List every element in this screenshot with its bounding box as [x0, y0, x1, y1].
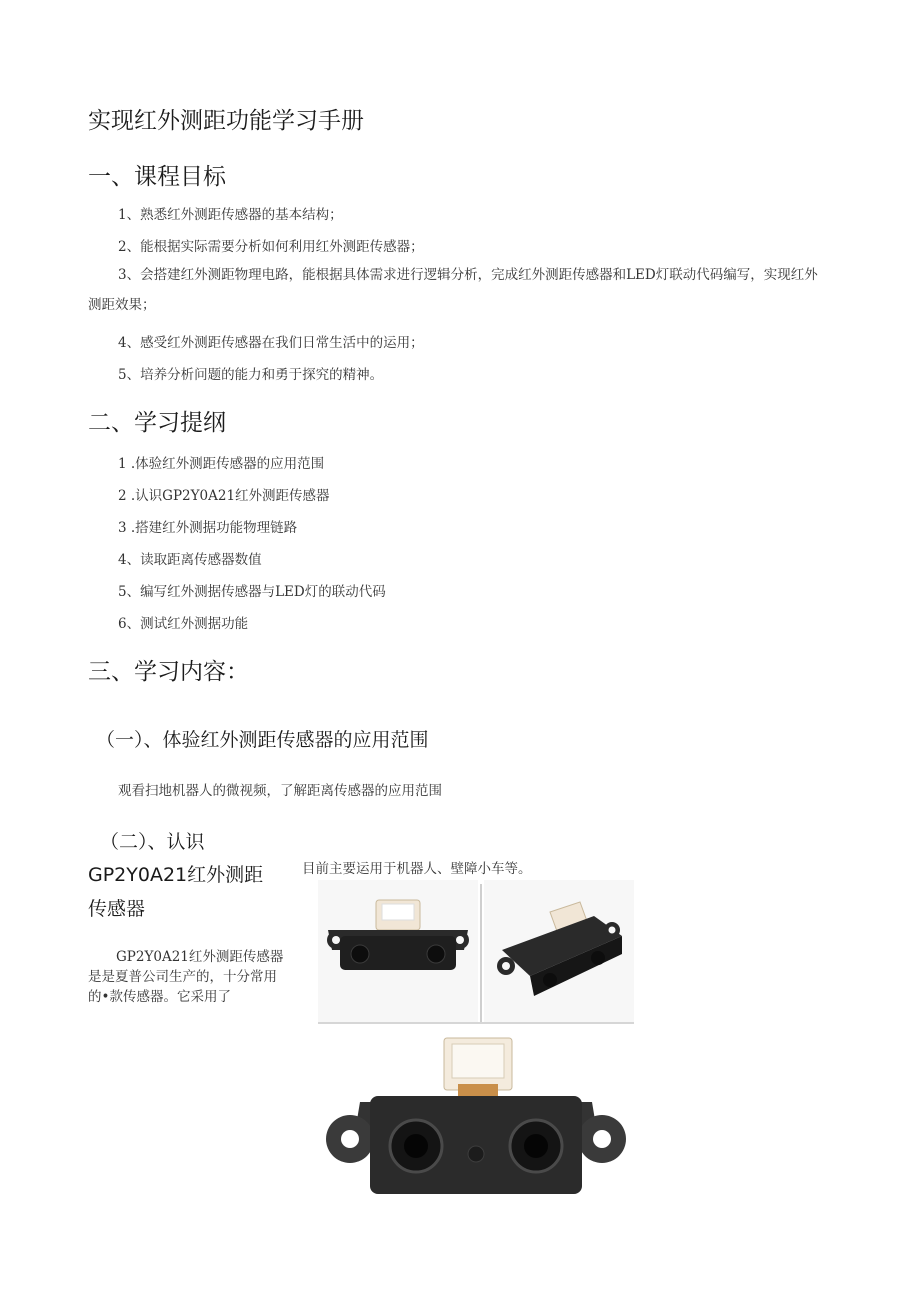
outline-item-2: 2 .认识GP2Y0A21红外测距传感器 [118, 488, 330, 504]
outline-item-6: 6、测试红外测据功能 [118, 616, 249, 632]
sensor-photo-large [320, 1036, 632, 1200]
section-3-heading: 三、学习内容： [88, 659, 249, 685]
sensor-photo-angled [484, 880, 634, 1022]
sensor-angled-illustration [484, 880, 634, 1022]
goal-item-3: 3、会搭建红外测距物理电路，能根据具体需求进行逻辑分析，完成红外测距传感器和LED灯联动代码编写，实现红外测距效果； [88, 267, 818, 313]
goal-item-1: 1、熟悉红外测距传感器的基本结构； [118, 207, 343, 223]
subsection-2-heading-line-3: 传感器 [88, 898, 146, 920]
goal-item-4: 4、感受红外测距传感器在我们日常生活中的运用； [118, 335, 424, 351]
subsection-2-text: GP2Y0A21红外测距传感器是是夏普公司生产的，十分常用的•款传感器。它采用了 [88, 949, 284, 1005]
subsection-2-heading [88, 826, 288, 926]
sensor-photo-front [318, 880, 478, 1022]
subsection-2-heading-line-2: GP2Y0A21红外测距 [88, 864, 264, 886]
outline-item-5: 5、编写红外测据传感器与LED灯的联动代码 [118, 584, 386, 600]
application-caption: 目前主要运用于机器人、壁障小车等。 [302, 861, 532, 877]
section-1-heading: 一、课程目标 [88, 164, 226, 190]
outline-item-4: 4、读取距离传感器数值 [118, 552, 262, 568]
goal-item-2: 2、能根据实际需要分析如何利用红外测距传感器； [118, 239, 424, 255]
document-title: 实现红外测距功能学习手册 [88, 108, 364, 134]
photo-divider [480, 884, 482, 1022]
subsection-1-text: 观看扫地机器人的微视频，了解距离传感器的应用范围 [118, 783, 442, 799]
subsection-1-heading: （一）、体验红外测距传感器的应用范围 [96, 729, 429, 751]
sensor-front-illustration [318, 880, 478, 1022]
section-2-heading: 二、学习提纲 [88, 410, 226, 436]
goal-item-5: 5、培养分析问题的能力和勇于探究的精神。 [118, 367, 384, 383]
subsection-2-heading-line-1: （二）、认识 [100, 831, 205, 853]
sensor-large-illustration [320, 1036, 632, 1200]
outline-item-1: 1 .体验红外测距传感器的应用范围 [118, 456, 325, 472]
photo-baseline [318, 1022, 634, 1024]
outline-item-3: 3 .搭建红外测据功能物理链路 [118, 520, 298, 536]
